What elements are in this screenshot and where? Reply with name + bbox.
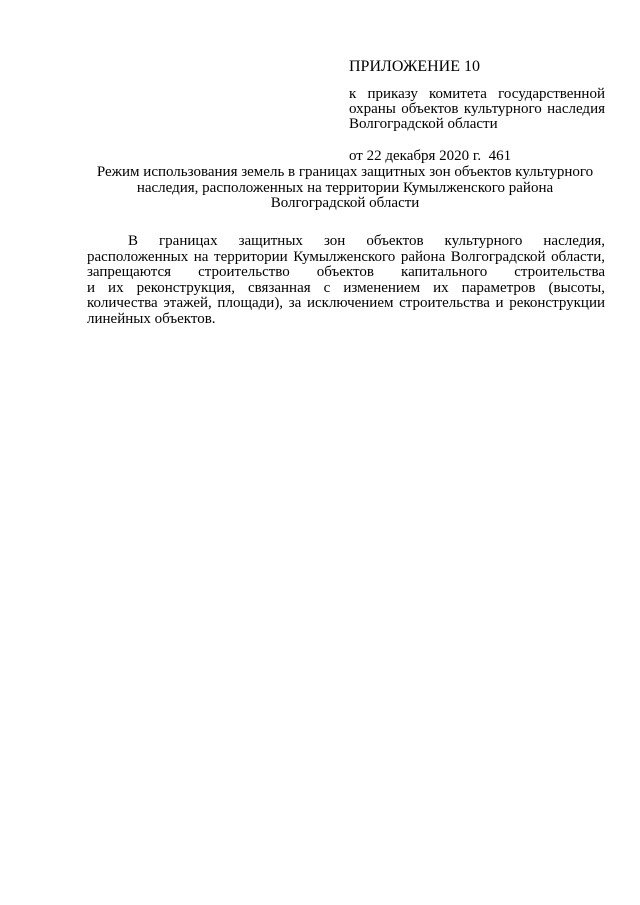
appendix-header	[349, 58, 605, 165]
appendix-order-line: к приказу комитета государственной	[349, 86, 605, 102]
body-paragraph	[87, 234, 605, 328]
appendix-order-line: охраны объектов культурного наследия	[349, 101, 605, 117]
body-line: количества этажей, площади), за исключением строительства и реконструкции	[87, 295, 605, 312]
body-line: и их реконструкция, связанная с изменением их параметров (высоты,	[87, 279, 605, 296]
appendix-order-line: Волгоградской области	[349, 116, 498, 132]
title-line: наследия, расположенных на территории Кумылженского района	[136, 179, 554, 196]
document-title	[80, 165, 610, 212]
body-line: линейных объектов.	[87, 310, 216, 327]
body-line: расположенных на территории Кумылженского района Волгоградской области,	[87, 248, 605, 265]
title-line: Режим использования земель в границах защитных зон объектов культурного	[96, 164, 594, 180]
appendix-order-reference	[349, 87, 605, 132]
title-line: Волгоградской области	[270, 195, 420, 211]
appendix-title: ПРИЛОЖЕНИЕ 10	[349, 58, 481, 75]
appendix-date: от 22 декабря 2020 г. 461	[349, 148, 512, 164]
body-line: В границах защитных зон объектов культурного наследия,	[128, 233, 605, 249]
body-line: запрещаются строительство объектов капитального строительства	[87, 264, 605, 281]
